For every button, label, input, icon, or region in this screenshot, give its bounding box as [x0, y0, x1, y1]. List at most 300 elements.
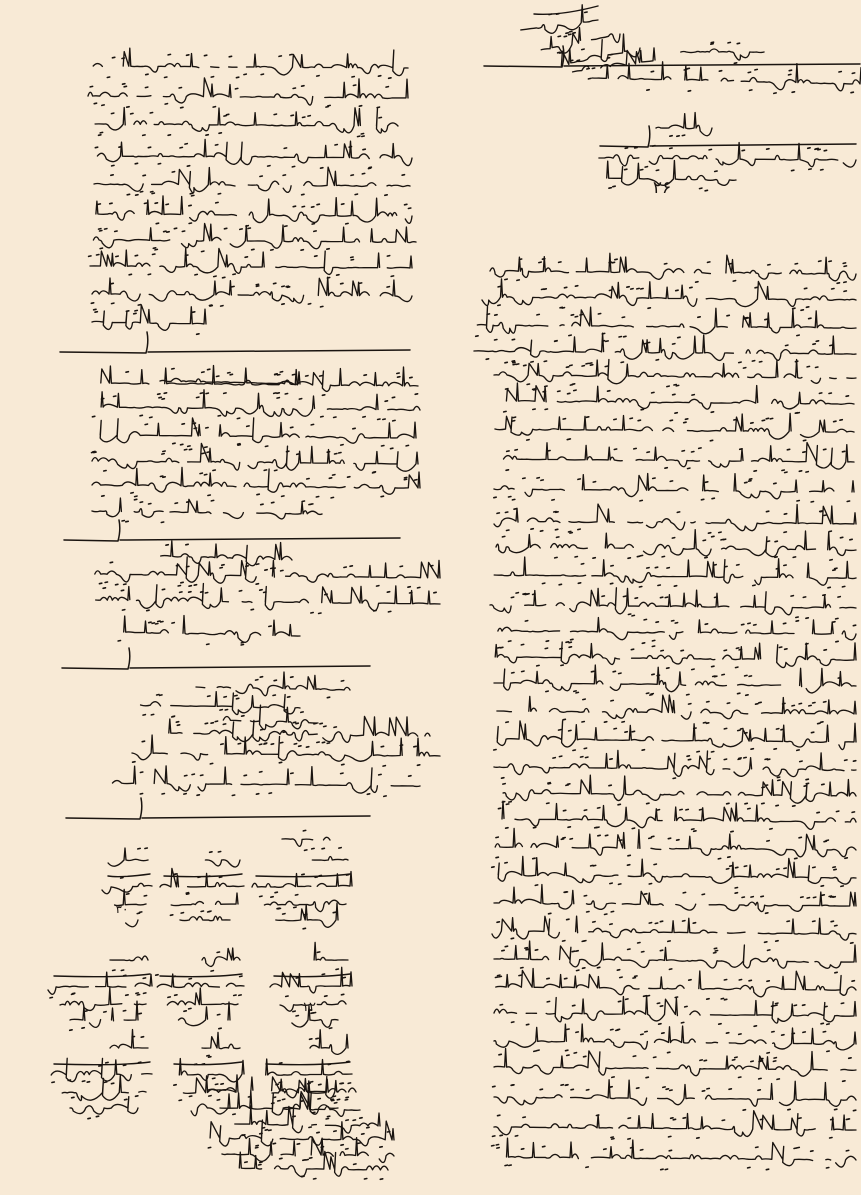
ink-stroke [586, 1167, 588, 1168]
ink-stroke [139, 912, 141, 913]
ink-stroke [418, 587, 420, 588]
ink-stroke [829, 261, 831, 262]
ink-stroke [759, 362, 761, 363]
ink-stroke [557, 537, 559, 538]
ink-stroke [236, 77, 238, 78]
ink-stroke [116, 584, 118, 585]
ink-stroke [364, 1179, 366, 1180]
ink-stroke [380, 1147, 382, 1148]
ink-stroke [287, 451, 289, 452]
ink-stroke [236, 698, 238, 699]
ink-stroke [237, 418, 239, 419]
ink-stroke [830, 345, 832, 346]
ink-stroke [647, 452, 649, 453]
ink-stroke [379, 117, 381, 118]
ink-stroke [645, 1031, 647, 1032]
ink-stroke [652, 640, 654, 641]
ink-stroke [783, 623, 785, 624]
ink-stroke [631, 1147, 633, 1148]
ink-stroke [106, 1062, 108, 1063]
ink-stroke [657, 1003, 659, 1004]
ink-stroke [104, 1082, 106, 1083]
ink-stroke [776, 1003, 778, 1004]
ink-stroke [646, 693, 648, 694]
ink-stroke [844, 266, 846, 267]
grid-numeral-2: ۱۲ [302, 1000, 316, 1015]
ink-stroke [210, 852, 212, 853]
ink-stroke [598, 808, 600, 809]
ink-stroke [176, 722, 178, 723]
ink-stroke [415, 394, 417, 395]
ink-stroke [151, 714, 153, 715]
ink-stroke [498, 618, 856, 640]
ink-stroke [739, 980, 741, 981]
ink-stroke [208, 1147, 210, 1148]
ink-stroke [782, 470, 784, 471]
ink-stroke [202, 372, 204, 373]
section-divider-lines [60, 46, 860, 819]
ink-stroke [821, 1023, 823, 1024]
ink-stroke [575, 316, 577, 317]
ink-stroke [689, 980, 691, 981]
ink-stroke [673, 778, 675, 779]
ink-stroke [496, 969, 856, 997]
ink-stroke [327, 1116, 329, 1117]
ink-stroke [512, 499, 514, 500]
ink-stroke [256, 564, 258, 565]
ink-stroke [101, 390, 420, 417]
ink-stroke [513, 362, 515, 363]
ink-stroke [851, 92, 853, 93]
ink-stroke [102, 105, 104, 106]
ink-stroke [320, 376, 322, 377]
ink-stroke [274, 393, 276, 394]
ink-stroke [853, 625, 855, 626]
ink-stroke [114, 396, 116, 397]
ink-stroke [70, 1097, 138, 1114]
ink-stroke [495, 340, 497, 341]
ink-stroke [851, 943, 853, 944]
ink-stroke [189, 1008, 191, 1009]
ink-stroke [517, 280, 519, 281]
ink-stroke [744, 757, 746, 758]
ink-stroke [745, 803, 747, 804]
ink-stroke [280, 372, 282, 373]
ink-stroke [260, 896, 262, 897]
ink-stroke [740, 449, 742, 450]
ink-stroke [677, 136, 679, 137]
ink-stroke [256, 286, 258, 287]
ink-stroke [202, 453, 204, 454]
ink-stroke [800, 761, 802, 762]
ink-stroke [830, 560, 832, 561]
ink-stroke [156, 624, 158, 625]
ink-stroke [52, 1082, 54, 1083]
ink-stroke [734, 63, 736, 64]
ink-stroke [296, 723, 298, 724]
ink-stroke [315, 877, 317, 878]
ink-stroke [111, 175, 113, 176]
ink-stroke [210, 763, 212, 764]
section-rule [60, 332, 410, 353]
ink-stroke [765, 942, 767, 943]
ink-stroke [314, 1179, 316, 1180]
ink-stroke [653, 478, 655, 479]
ink-stroke [766, 418, 768, 419]
ink-stroke [494, 1024, 856, 1050]
ink-stroke [655, 567, 657, 568]
ink-stroke [610, 583, 612, 584]
ink-stroke [511, 938, 513, 939]
ink-stroke [209, 305, 211, 306]
ink-stroke [186, 544, 188, 545]
ink-stroke [688, 759, 690, 760]
ink-stroke [220, 710, 222, 711]
ink-stroke [341, 994, 343, 995]
ink-stroke [852, 981, 854, 982]
ink-stroke [187, 502, 189, 503]
ink-stroke [193, 423, 195, 424]
ink-stroke [597, 967, 599, 968]
ink-stroke [724, 650, 726, 651]
ink-stroke [487, 314, 489, 315]
ink-stroke [316, 497, 318, 498]
ink-stroke [788, 1109, 790, 1110]
ink-stroke [218, 194, 220, 195]
ink-stroke [567, 439, 569, 440]
ink-stroke [667, 386, 669, 387]
ink-stroke [337, 1099, 339, 1100]
ink-stroke [745, 733, 747, 734]
ink-stroke [189, 449, 191, 450]
ink-stroke [189, 205, 191, 206]
ink-stroke [751, 1061, 753, 1062]
ink-stroke [97, 255, 99, 256]
ink-stroke [519, 259, 521, 260]
ink-stroke [776, 568, 778, 569]
ink-stroke [499, 976, 501, 977]
ink-stroke [191, 1094, 230, 1116]
ink-stroke [770, 418, 772, 419]
ink-stroke [777, 777, 779, 778]
ink-stroke [140, 772, 142, 773]
ink-stroke [694, 728, 696, 729]
ink-stroke [797, 335, 799, 336]
ink-stroke [647, 996, 649, 997]
ink-stroke [261, 729, 263, 730]
ink-stroke [847, 501, 849, 502]
ink-stroke [586, 363, 588, 364]
ink-stroke [733, 281, 735, 282]
ink-stroke [92, 416, 94, 417]
ink-stroke [205, 447, 207, 448]
ink-stroke [322, 742, 324, 743]
ink-stroke [297, 1144, 299, 1145]
ink-stroke [628, 855, 630, 856]
ink-stroke [631, 289, 633, 290]
ink-stroke [729, 1089, 731, 1090]
ink-stroke [224, 393, 226, 394]
ink-stroke [225, 710, 227, 711]
ink-stroke [268, 166, 270, 167]
ink-stroke [566, 1050, 568, 1051]
ink-stroke [632, 828, 634, 829]
ink-stroke [288, 697, 290, 698]
ink-stroke [135, 163, 137, 164]
ink-stroke [495, 977, 497, 978]
ink-stroke [494, 996, 856, 1024]
ink-stroke [786, 345, 788, 346]
ink-stroke [650, 695, 652, 696]
ink-stroke [161, 622, 163, 623]
ink-stroke [155, 249, 157, 250]
ink-stroke [165, 77, 167, 78]
ink-stroke [831, 1119, 833, 1120]
ink-stroke [564, 36, 566, 37]
ink-stroke [495, 315, 497, 316]
ink-stroke [540, 531, 542, 532]
ink-stroke [507, 451, 509, 452]
ink-stroke [828, 587, 830, 588]
ink-stroke [167, 232, 169, 233]
ink-stroke [687, 694, 689, 695]
ink-stroke [750, 90, 752, 91]
ink-stroke [727, 315, 729, 316]
ink-stroke [96, 584, 440, 611]
ink-stroke [341, 1145, 343, 1146]
ink-stroke [681, 49, 764, 60]
ink-stroke [544, 289, 546, 290]
ink-stroke [707, 1088, 709, 1089]
ink-stroke [136, 993, 138, 994]
ink-stroke [178, 586, 180, 587]
ink-stroke [762, 420, 764, 421]
ink-stroke [640, 1150, 642, 1151]
ink-stroke [310, 1158, 312, 1159]
ink-stroke [523, 1117, 525, 1118]
ink-stroke [565, 978, 567, 979]
ink-stroke [293, 88, 295, 89]
ink-stroke [692, 669, 694, 670]
ink-stroke [122, 610, 124, 611]
ink-stroke [682, 135, 684, 136]
ink-stroke [174, 1085, 176, 1086]
ink-stroke [714, 953, 716, 954]
ink-stroke [767, 759, 769, 760]
ink-stroke [135, 310, 137, 311]
ink-stroke [226, 114, 228, 115]
ink-stroke [293, 722, 295, 723]
ink-stroke [706, 723, 708, 724]
ink-stroke [570, 533, 572, 534]
ink-stroke [583, 699, 585, 700]
ink-stroke [560, 648, 562, 649]
ink-stroke [380, 1179, 382, 1180]
ink-stroke [512, 361, 514, 362]
ink-stroke [755, 287, 757, 288]
ink-stroke [665, 1169, 667, 1170]
ink-stroke [207, 452, 209, 453]
ink-stroke [669, 969, 671, 970]
ink-stroke [264, 743, 266, 744]
ink-stroke [774, 93, 776, 94]
ink-stroke [275, 470, 277, 471]
ink-stroke [751, 423, 753, 424]
ink-stroke [126, 521, 128, 522]
ink-stroke [505, 946, 507, 947]
ink-stroke [751, 897, 753, 898]
ink-stroke [792, 705, 794, 706]
ink-stroke [613, 186, 615, 187]
ink-stroke [495, 828, 856, 856]
ink-stroke [787, 449, 789, 450]
ink-stroke [576, 951, 578, 952]
ink-stroke [404, 477, 406, 478]
ink-stroke [498, 305, 500, 306]
ink-stroke [656, 360, 658, 361]
ink-stroke [87, 1082, 89, 1083]
ink-stroke [789, 74, 791, 75]
ink-stroke [296, 1016, 298, 1017]
ink-stroke [628, 614, 630, 615]
ink-stroke [148, 274, 150, 275]
ink-stroke [569, 730, 571, 731]
ink-stroke [775, 1005, 777, 1006]
ink-stroke [259, 1165, 261, 1166]
ink-stroke [363, 417, 365, 418]
ink-stroke [327, 452, 329, 453]
ink-stroke [567, 1029, 569, 1030]
ink-stroke [152, 623, 154, 624]
ink-stroke [229, 56, 231, 57]
ink-stroke [172, 623, 174, 624]
ink-stroke [836, 641, 838, 642]
ink-stroke [168, 54, 170, 55]
ink-stroke [336, 969, 338, 970]
ink-stroke [272, 502, 274, 503]
ink-stroke [351, 175, 353, 176]
ink-stroke [773, 1061, 775, 1062]
ink-stroke [277, 393, 279, 394]
ink-stroke [809, 705, 811, 706]
ink-stroke [526, 1024, 528, 1025]
ink-stroke [795, 264, 797, 265]
ink-stroke [169, 716, 430, 742]
ink-stroke [559, 756, 561, 757]
ink-stroke [100, 248, 102, 249]
ink-stroke [434, 592, 436, 593]
ink-stroke [287, 287, 289, 288]
ink-stroke [611, 700, 613, 701]
ink-stroke [542, 583, 544, 584]
ink-stroke [845, 858, 847, 859]
ink-stroke [233, 274, 235, 275]
ink-stroke [162, 794, 164, 795]
ink-stroke [121, 590, 123, 591]
ink-stroke [687, 68, 689, 69]
ink-stroke [359, 283, 361, 284]
ink-stroke [593, 482, 595, 483]
ink-stroke [265, 1130, 267, 1131]
ink-stroke [391, 448, 393, 449]
ink-stroke [161, 541, 292, 566]
ink-stroke [588, 78, 590, 79]
ink-stroke [341, 1083, 343, 1084]
ink-stroke [803, 452, 805, 453]
ink-stroke [99, 1066, 101, 1067]
ink-stroke [216, 202, 218, 203]
ink-stroke [818, 723, 820, 724]
ink-stroke [202, 1064, 204, 1065]
ink-stroke [157, 695, 159, 696]
ink-stroke [685, 1006, 687, 1007]
ink-stroke [138, 305, 140, 306]
ink-stroke [294, 907, 296, 908]
ink-stroke [302, 501, 304, 502]
ink-stroke [273, 695, 275, 696]
ink-stroke [506, 804, 508, 805]
ink-stroke [374, 611, 376, 612]
ink-stroke [660, 921, 662, 922]
ink-stroke [796, 617, 798, 618]
ink-stroke [739, 362, 741, 363]
ink-stroke [342, 204, 344, 205]
ink-stroke [760, 1060, 762, 1061]
ink-stroke [327, 249, 329, 250]
ink-stroke [572, 951, 574, 952]
ink-stroke [637, 288, 639, 289]
ink-stroke [683, 921, 685, 922]
ink-stroke [670, 136, 672, 137]
ink-stroke [618, 1001, 620, 1002]
ink-stroke [785, 649, 787, 650]
ink-stroke [571, 315, 573, 316]
ink-stroke [318, 1099, 320, 1100]
ink-stroke [656, 170, 658, 171]
ink-stroke [321, 168, 323, 169]
ink-stroke [342, 764, 344, 765]
ink-stroke [507, 530, 509, 531]
ink-stroke [196, 672, 350, 696]
ink-stroke [208, 369, 210, 370]
ink-stroke [533, 827, 535, 828]
ink-stroke [145, 424, 147, 425]
ink-stroke [665, 597, 667, 598]
ink-stroke [110, 562, 112, 563]
ink-stroke [341, 773, 343, 774]
ink-stroke [311, 504, 313, 505]
ink-stroke [644, 343, 646, 344]
ink-stroke [722, 1120, 724, 1121]
ink-stroke [574, 390, 576, 391]
ink-stroke [512, 339, 514, 340]
ink-stroke [521, 968, 523, 969]
section-rule [600, 126, 856, 147]
ink-stroke [241, 642, 243, 643]
ink-stroke [630, 418, 632, 419]
ink-stroke [736, 867, 738, 868]
ink-stroke [494, 557, 856, 585]
ink-stroke [175, 995, 177, 996]
ink-stroke [806, 307, 808, 308]
ink-stroke [269, 626, 271, 627]
ink-stroke [215, 721, 217, 722]
ink-stroke [762, 803, 764, 804]
ink-stroke [593, 922, 595, 923]
ink-stroke [542, 259, 544, 260]
ink-stroke [405, 204, 407, 205]
ink-stroke [651, 71, 653, 72]
